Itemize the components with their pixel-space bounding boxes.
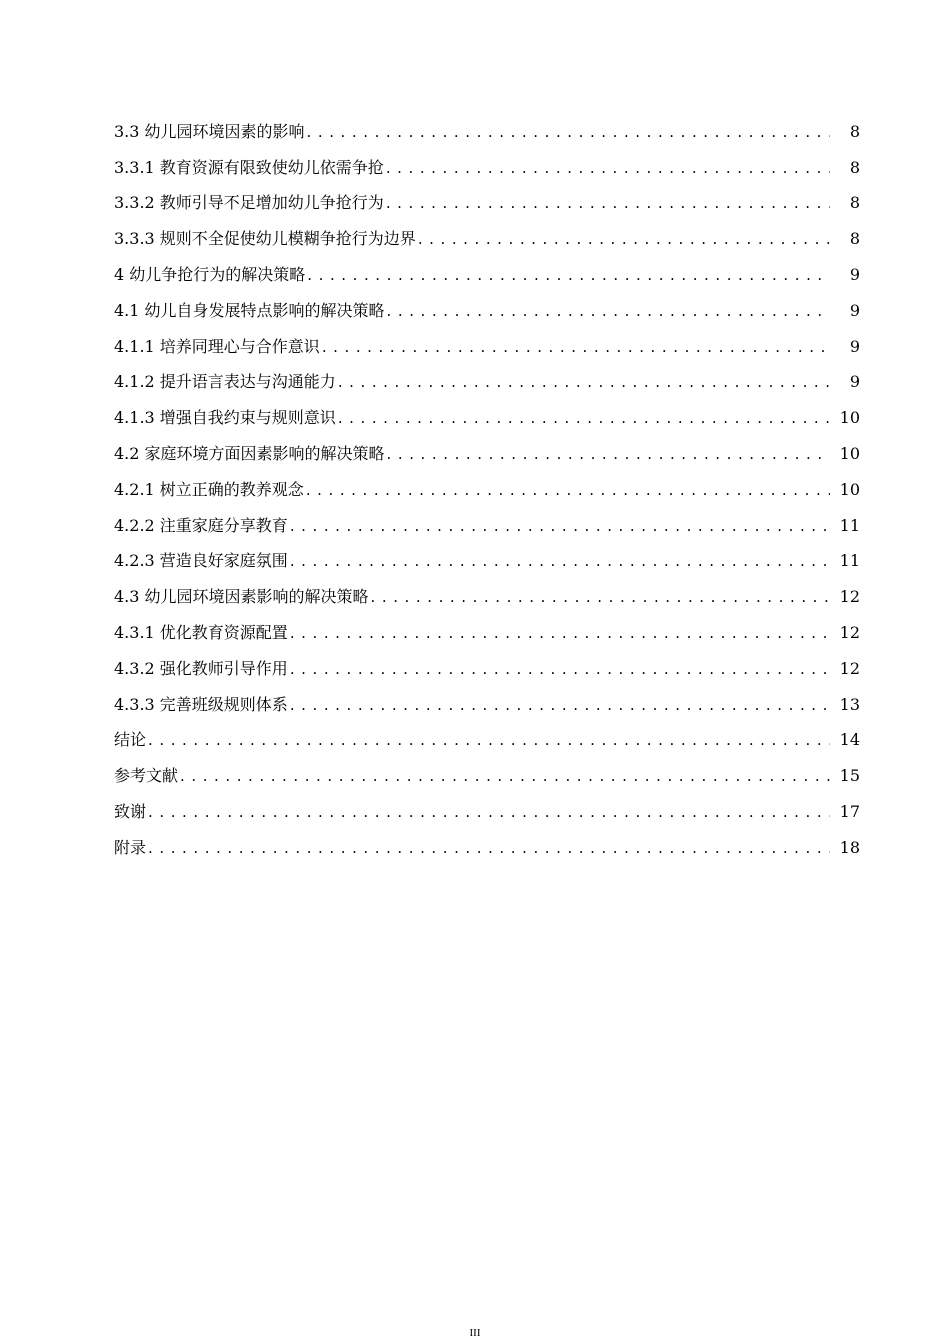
- toc-entry[interactable]: [114, 436, 860, 472]
- toc-entry-title: 4.1.1 培养同理心与合作意识: [114, 336, 320, 356]
- toc-dot-leader: [371, 587, 830, 607]
- toc-entry-title: 4.1 幼儿自身发展特点影响的解决策略: [114, 300, 385, 320]
- toc-entry-page: 8: [849, 229, 860, 249]
- toc-entry-page: 8: [849, 157, 860, 177]
- toc-entry[interactable]: [114, 472, 860, 508]
- toc-entry-title: 3.3.1 教育资源有限致使幼儿依需争抢: [114, 157, 384, 177]
- toc-entry-title: 致谢: [114, 802, 147, 822]
- toc-entry-title: 4.2.3 营造良好家庭氛围: [114, 551, 288, 571]
- toc-entry[interactable]: [114, 579, 860, 615]
- page-number: III: [469, 1327, 481, 1339]
- toc-entry[interactable]: [114, 758, 860, 794]
- toc-entry-page: 12: [839, 587, 860, 607]
- toc-entry[interactable]: [114, 544, 860, 580]
- toc-dot-leader: [322, 337, 830, 357]
- toc-dot-leader: [290, 551, 830, 571]
- toc-entry-title: 4.3.1 优化教育资源配置: [114, 623, 288, 643]
- toc-entry[interactable]: [114, 687, 860, 723]
- toc-entry[interactable]: [114, 794, 860, 830]
- toc-entry[interactable]: [114, 293, 860, 329]
- toc-entry-page: 18: [839, 837, 860, 857]
- toc-entry-title: 结论: [114, 730, 147, 750]
- toc-entry[interactable]: [114, 615, 860, 651]
- toc-entry-page: 12: [839, 658, 860, 678]
- toc-entry[interactable]: [114, 329, 860, 365]
- toc-entry[interactable]: [114, 150, 860, 186]
- toc-entry-title: 4.1.3 增强自我约束与规则意识: [114, 408, 336, 428]
- toc-dot-leader: [290, 659, 830, 679]
- toc-dot-leader: [338, 372, 830, 392]
- toc-entry-page: 9: [849, 300, 860, 320]
- toc-entry-title: 4.2 家庭环境方面因素影响的解决策略: [114, 444, 385, 464]
- toc-entry-page: 17: [839, 802, 860, 822]
- toc-dot-leader: [307, 122, 830, 142]
- toc-entry[interactable]: [114, 221, 860, 257]
- toc-dot-leader: [148, 838, 830, 858]
- toc-entry-page: 11: [839, 551, 860, 571]
- toc-dot-leader: [148, 802, 830, 822]
- toc-entry-page: 8: [849, 121, 860, 141]
- toc-entry[interactable]: [114, 723, 860, 759]
- toc-entry-page: 15: [839, 766, 860, 786]
- toc-dot-leader: [418, 229, 830, 249]
- table-of-contents: [114, 114, 860, 866]
- toc-dot-leader: [290, 695, 830, 715]
- toc-entry-page: 10: [839, 408, 860, 428]
- toc-entry[interactable]: [114, 186, 860, 222]
- toc-entry[interactable]: [114, 830, 860, 866]
- toc-dot-leader: [338, 408, 830, 428]
- toc-entry[interactable]: [114, 257, 860, 293]
- toc-entry-page: 13: [839, 694, 860, 714]
- toc-entry-page: 10: [839, 479, 860, 499]
- toc-entry-page: 8: [849, 193, 860, 213]
- toc-entry-page: 12: [839, 623, 860, 643]
- toc-entry-title: 3.3.3 规则不全促使幼儿模糊争抢行为边界: [114, 229, 416, 249]
- toc-entry-title: 4.3 幼儿园环境因素影响的解决策略: [114, 587, 369, 607]
- toc-entry-title: 3.3.2 教师引导不足增加幼儿争抢行为: [114, 193, 384, 213]
- toc-entry[interactable]: [114, 114, 860, 150]
- toc-entry-title: 4.2.1 树立正确的教养观念: [114, 479, 304, 499]
- toc-entry[interactable]: [114, 651, 860, 687]
- toc-entry[interactable]: [114, 508, 860, 544]
- toc-dot-leader: [148, 730, 830, 750]
- toc-entry-title: 附录: [114, 837, 147, 857]
- toc-entry-page: 9: [849, 265, 860, 285]
- toc-entry-page: 11: [839, 515, 860, 535]
- toc-entry-page: 9: [849, 372, 860, 392]
- toc-entry-page: 14: [839, 730, 860, 750]
- toc-dot-leader: [290, 516, 830, 536]
- toc-entry-title: 4.3.2 强化教师引导作用: [114, 658, 288, 678]
- toc-dot-leader: [180, 766, 830, 786]
- toc-entry-title: 4.3.3 完善班级规则体系: [114, 694, 288, 714]
- toc-entry-title: 3.3 幼儿园环境因素的影响: [114, 121, 305, 141]
- toc-entry-page: 10: [839, 444, 860, 464]
- toc-entry-page: 9: [849, 336, 860, 356]
- toc-entry-title: 4.1.2 提升语言表达与沟通能力: [114, 372, 336, 392]
- toc-dot-leader: [387, 444, 830, 464]
- toc-dot-leader: [307, 265, 830, 285]
- toc-entry-title: 4.2.2 注重家庭分享教育: [114, 515, 288, 535]
- toc-dot-leader: [386, 158, 830, 178]
- toc-dot-leader: [306, 480, 830, 500]
- toc-entry[interactable]: [114, 365, 860, 401]
- toc-dot-leader: [290, 623, 830, 643]
- toc-entry-title: 4 幼儿争抢行为的解决策略: [114, 265, 306, 285]
- toc-dot-leader: [386, 193, 830, 213]
- toc-entry[interactable]: [114, 400, 860, 436]
- toc-entry-title: 参考文献: [114, 766, 179, 786]
- toc-dot-leader: [387, 301, 830, 321]
